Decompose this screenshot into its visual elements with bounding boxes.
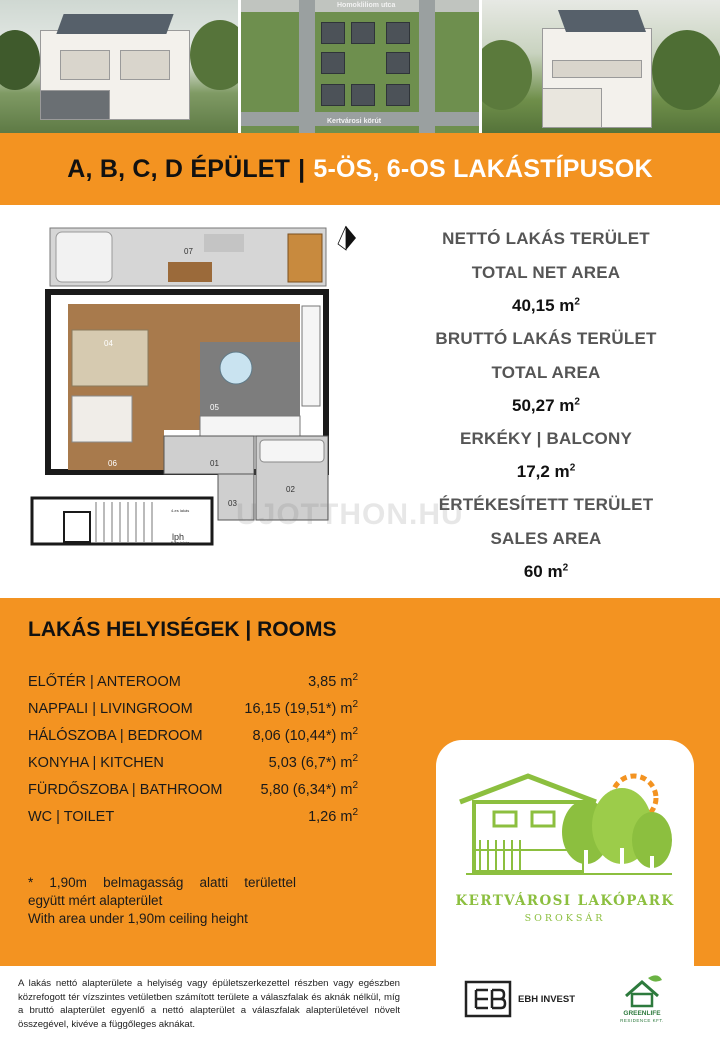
room-row-livingroom: NAPPALI | LIVINGROOM 16,15 (19,51*) $m^2$	[28, 699, 358, 717]
room-number-06: 06	[108, 459, 117, 468]
room-list	[28, 672, 358, 834]
photo-site-map	[241, 0, 479, 133]
room-number-05: 05	[210, 403, 219, 412]
dining-table-icon	[220, 352, 252, 384]
greenlife-logo: GREENLIFE RESIDENCE KFT.	[612, 970, 672, 1026]
area-summary	[388, 222, 704, 588]
title-band	[0, 133, 720, 205]
kertvarosi-logo-icon	[436, 740, 694, 890]
stair-label: lph	[172, 532, 185, 542]
title-buildings: A, B, C, D ÉPÜLET	[67, 154, 291, 183]
sales-area-label-hu: ÉRTÉKESÍTETT TERÜLET	[438, 495, 654, 514]
room-number-02: 02	[286, 485, 295, 494]
stair-note-bottom: 5-ös lakás	[171, 540, 190, 545]
photo-building-render	[0, 0, 238, 133]
room-number-07: 07	[184, 247, 193, 256]
sales-area-label-en: SALES AREA	[490, 529, 602, 548]
balcony-value: 17,2 $m^2$	[516, 462, 576, 481]
photo-building-side	[482, 0, 720, 133]
bed-icon	[72, 396, 132, 442]
project-logo-card	[436, 740, 694, 970]
room-row-kitchen: KONYHA | KITCHEN 5,03 (6,7*) $m^2$	[28, 753, 358, 771]
room-number-01: 01	[210, 459, 219, 468]
net-area-label-hu: NETTÓ LAKÁS TERÜLET	[442, 229, 650, 248]
ceiling-height-note: * 1,90m belmagasság alatti területtel együtt mért alapterület With area under 1,90m ceiling height	[28, 875, 296, 926]
footer-disclaimer: A lakás nettó alapterülete a helyiség vagy épületszerkezettel részben vagy egészben közrefogott tér vízszintes vetületben számított területe a válaszfalak és aknák nélkül, míg a bruttó alapterület egyenlő a nettó alapterület a válaszfalak alapterületével növelt összegével, kivéve a függőleges aknákat.	[18, 978, 400, 1030]
net-area-value: 40,15 $m^2$	[512, 296, 580, 315]
room-number-03: 03	[228, 499, 237, 508]
balcony-label: ERKÉKY | BALCONY	[460, 429, 632, 448]
sauna-icon	[288, 234, 322, 282]
total-area-value: 50,27 $m^2$	[512, 396, 580, 415]
title-apartment-types: 5-ÖS, 6-OS LAKÁSTÍPUSOK	[313, 154, 653, 183]
bathtub-icon	[260, 440, 324, 462]
net-area-label-en: TOTAL NET AREA	[471, 263, 621, 282]
logo-subtitle: SOROKSÁR	[524, 913, 606, 924]
rooms-panel	[0, 598, 720, 966]
greenlife-house-icon	[612, 970, 672, 1010]
room-row-anteroom: ELŐTÉR | ANTEROOM 3,85 $m^2$	[28, 672, 358, 690]
staircase-icon	[96, 502, 152, 542]
watermark: UJOTTHON.HU	[236, 498, 464, 531]
title-separator: |	[298, 154, 306, 183]
photo-strip	[0, 0, 720, 133]
logo-name: KERTVÁROSI LAKÓPARK	[455, 893, 675, 909]
compass-icon	[338, 226, 356, 250]
room-row-bedroom: HÁLÓSZOBA | BEDROOM 8,06 (10,44*) $m^2$	[28, 726, 358, 744]
stair-note-top: 4-es lakás	[171, 508, 190, 513]
total-area-label-en: TOTAL AREA	[491, 363, 601, 382]
map-label-bottom: Kertvárosi körút	[327, 118, 382, 125]
ebh-invest-name: EBH INVEST	[518, 994, 576, 1005]
sales-area-value: 60 $m^2$	[523, 562, 569, 581]
hot-tub-icon	[56, 232, 112, 282]
room-row-toilet: WC | TOILET 1,26 $m^2$	[28, 807, 358, 825]
room-row-bathroom: FÜRDŐSZOBA | BATHROOM 5,80 (6,34*) $m^2$	[28, 780, 358, 798]
room-number-04: 04	[104, 339, 113, 348]
map-label-top: Homokliliom utca	[337, 2, 396, 9]
rooms-title: LAKÁS HELYISÉGEK | ROOMS	[28, 618, 337, 641]
total-area-label-hu: BRUTTÓ LAKÁS TERÜLET	[435, 329, 657, 348]
